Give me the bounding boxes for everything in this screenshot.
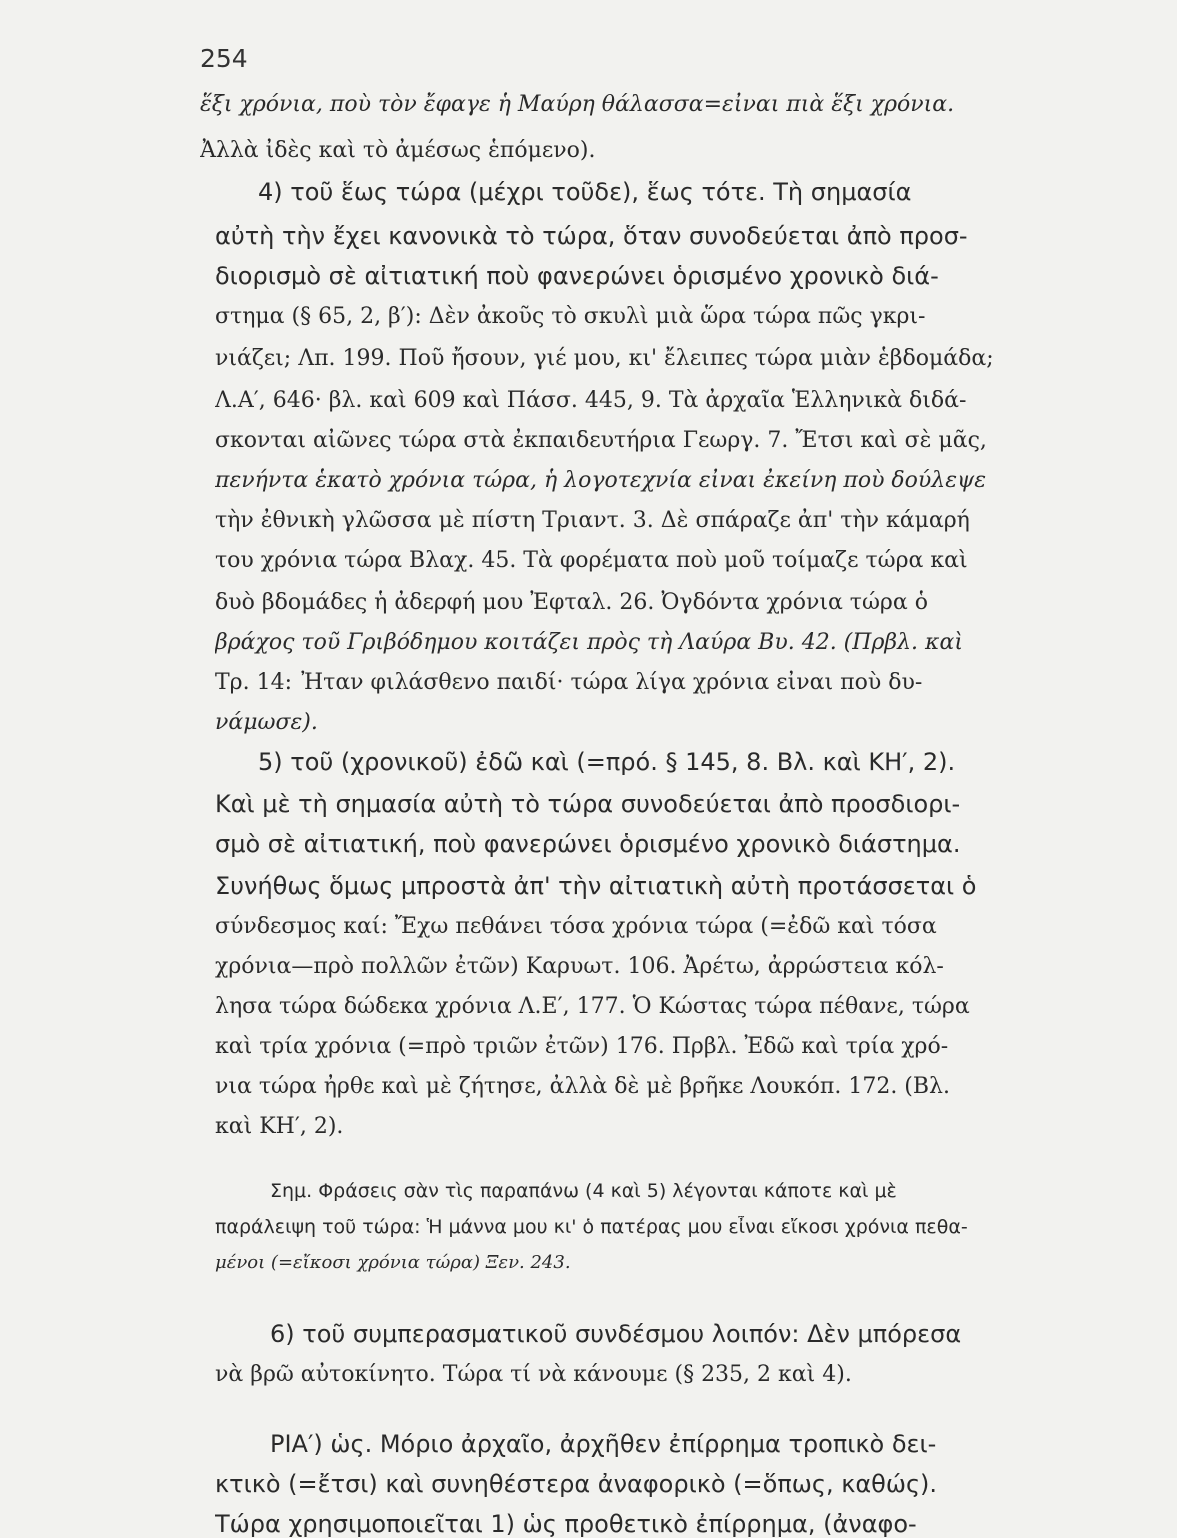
text-line: πενήντα ἑκατὸ χρόνια τώρα, ἡ λογοτεχνία εἶναι ἐκείνη ποὺ δούλεψε [215, 468, 987, 493]
text-line: αὐτὴ τὴν ἔχει κανονικὰ τὸ τώρα, ὅταν συνοδεύεται ἀπὸ προσ- [215, 222, 968, 250]
text-line: κτικὸ (=ἔτσι) καὶ συνηθέστερα ἀναφορικὸ (=ὅπως, καθώς). [215, 1470, 938, 1498]
text-line: του χρόνια τώρα Βλαχ. 45. Τὰ φορέματα ποὺ μοῦ τοίμαζε τώρα καὶ [215, 548, 968, 573]
text-line: νια τώρα ἦρθε καὶ μὲ ζήτησε, ἀλλὰ δὲ μὲ βρῆκε Λουκόπ. 172. (Βλ. [215, 1074, 950, 1099]
note-line: Σημ. Φράσεις σὰν τὶς παραπάνω (4 καὶ 5) λέγονται κάποτε καὶ μὲ [270, 1180, 897, 1202]
text-line: 4) τοῦ ἕως τώρα (μέχρι τοῦδε), ἕως τότε. Τὴ σημασία [258, 178, 912, 206]
text-line: νιάζει; Λπ. 199. Ποῦ ἤσουν, γιέ μου, κι' ἔλειπες τώρα μιὰν ἑβδομάδα; [215, 346, 994, 371]
text-line: 6) τοῦ συμπερασματικοῦ συνδέσμου λοιπόν: Δὲν μπόρεσα [270, 1320, 962, 1348]
text-line: νάμωσε). [215, 710, 318, 735]
text-line: νὰ βρῶ αὐτοκίνητο. Τώρα τί νὰ κάνουμε (§ 235, 2 καὶ 4). [215, 1362, 852, 1387]
text-line: σύνδεσμος καί: Ἔχω πεθάνει τόσα χρόνια τώρα (=ἐδῶ καὶ τόσα [215, 914, 937, 939]
text-line: διορισμὸ σὲ αἰτιατική ποὺ φανερώνει ὁρισμένο χρονικὸ διά- [215, 262, 939, 290]
text-line: χρόνια—πρὸ πολλῶν ἐτῶν) Καρυωτ. 106. Ἀρέτω, ἀρρώστεια κόλ- [215, 954, 944, 979]
text-line: Συνήθως ὅμως μπροστὰ ἀπ' τὴν αἰτιατικὴ αὐτὴ προτάσσεται ὁ [215, 872, 977, 900]
text-line: καὶ τρία χρόνια (=πρὸ τριῶν ἐτῶν) 176. Πρβλ. Ἐδῶ καὶ τρία χρό- [215, 1034, 949, 1059]
text-line: Ἀλλὰ ἰδὲς καὶ τὸ ἀμέσως ἑπόμενο). [200, 138, 596, 163]
text-line: δυὸ βδομάδες ἡ ἀδερφή μου Ἐφταλ. 26. Ὀγδόντα χρόνια τώρα ὁ [215, 590, 928, 615]
text-line: ἕξι χρόνια, ποὺ τὸν ἔφαγε ἡ Μαύρη θάλασσα=εἶναι πιὰ ἕξι χρόνια. [200, 92, 955, 117]
text-line: Τώρα χρησιμοποιεῖται 1) ὡς προθετικὸ ἐπίρρημα, (ἀναφο- [215, 1510, 917, 1538]
text-line: Λ.Α′, 646· βλ. καὶ 609 καὶ Πάσσ. 445, 9. Τὰ ἀρχαῖα Ἑλληνικὰ διδά- [215, 388, 967, 413]
text-line: σκονται αἰῶνες τώρα στὰ ἐκπαιδευτήρια Γεωργ. 7. Ἔτσι καὶ σὲ μᾶς, [215, 428, 987, 453]
text-line: Τρ. 14: Ἦταν φιλάσθενο παιδί· τώρα λίγα χρόνια εἶναι ποὺ δυ- [215, 670, 923, 695]
text-line: τὴν ἐθνικὴ γλῶσσα μὲ πίστη Τριαντ. 3. Δὲ σπάραζε ἀπ' τὴν κάμαρή [215, 508, 970, 533]
text-line: καὶ ΚΗ′, 2). [215, 1114, 344, 1139]
note-line: παράλειψη τοῦ τώρα: Ἡ μάννα μου κι' ὁ πατέρας μου εἶναι εἴκοσι χρόνια πεθα- [215, 1216, 968, 1238]
page-number: 254 [200, 44, 248, 73]
note-line: μένοι (=εἴκοσι χρόνια τώρα) Ξεν. 243. [215, 1252, 571, 1273]
text-line: στημα (§ 65, 2, β′): Δὲν ἀκοῦς τὸ σκυλὶ μιὰ ὥρα τώρα πῶς γκρι- [215, 304, 926, 329]
text-line: σμὸ σὲ αἰτιατική, ποὺ φανερώνει ὁρισμένο χρονικὸ διάστημα. [215, 830, 961, 858]
text-line: βράχος τοῦ Γριβόδημου κοιτάζει πρὸς τὴ Λαύρα Βυ. 42. (Πρβλ. καὶ [215, 630, 963, 655]
text-line: ΡΙΑ′) ὡς. Μόριο ἀρχαῖο, ἀρχῆθεν ἐπίρρημα τροπικὸ δει- [270, 1430, 937, 1458]
text-line: 5) τοῦ (χρονικοῦ) ἐδῶ καὶ (=πρό. § 145, 8. Βλ. καὶ ΚΗ′, 2). [258, 748, 956, 776]
text-line: Καὶ μὲ τὴ σημασία αὐτὴ τὸ τώρα συνοδεύεται ἀπὸ προσδιορι- [215, 790, 961, 818]
text-line: λησα τώρα δώδεκα χρόνια Λ.Ε′, 177. Ὁ Κώστας τώρα πέθανε, τώρα [215, 994, 970, 1019]
